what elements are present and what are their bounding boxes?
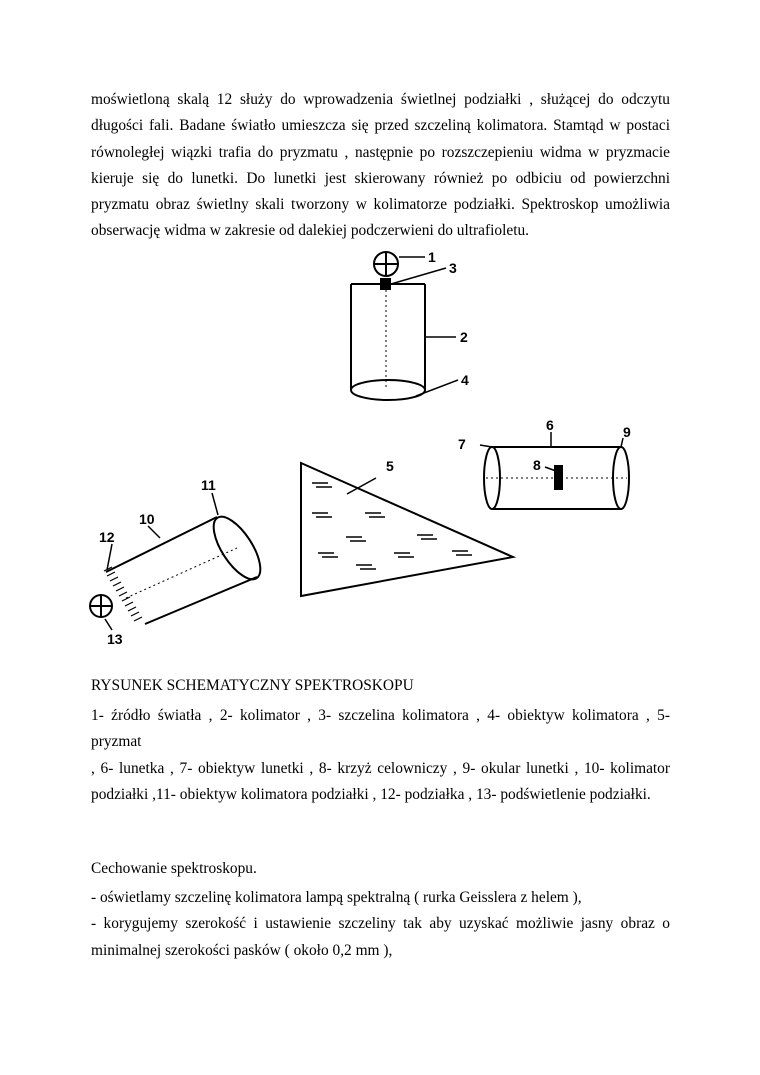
intro-line: kieruje się do lunetki. Do lunetki jest skierowany również po odbiciu od powierzchni [91, 169, 670, 187]
label-6: 6 [546, 417, 554, 433]
label-3: 3 [449, 260, 457, 276]
label-1: 1 [428, 249, 436, 265]
label-4: 4 [461, 372, 469, 388]
label-12: 12 [99, 529, 115, 545]
scale-collimator-body [106, 517, 217, 572]
label-13: 13 [107, 631, 123, 647]
telescope [480, 432, 629, 509]
calibration-steps [91, 885, 670, 964]
intro-line: długości fali. Badane światło umieszcza się przed szczeliną kolimatora. Stamtąd w postaci [91, 117, 670, 135]
figure-legend [91, 703, 670, 808]
figure-caption-title: RYSUNEK SCHEMATYCZNY SPEKTROSKOPU [91, 677, 414, 694]
intro-line: pryzmatu obraz świetlny skali tworzony w kolimatorze podziałki. Spektroskop umożliwia [91, 196, 670, 214]
label-10: 10 [139, 511, 155, 527]
scale-collimator [90, 493, 269, 630]
legend-line: 1- źródło światła , 2- kolimator , 3- szczelina kolimatora , 4- obiektyw kolimatora , 5- pryzmat [91, 707, 670, 751]
label-5: 5 [386, 458, 394, 474]
calibration-line: - korygujemy szerokość i ustawienie szczeliny tak aby uzyskać możliwie jasny obraz o [91, 915, 670, 933]
calibration-heading: Cechowanie spektroskopu. [91, 860, 257, 877]
label-7: 7 [458, 436, 466, 452]
legend-line: , 6- lunetka , 7- obiektyw lunetki , 8- krzyż celowniczy , 9- okular lunetki , 10- kolimator [91, 759, 670, 777]
collimator-objective [351, 380, 425, 400]
prism [301, 463, 513, 596]
label-8: 8 [533, 457, 541, 473]
label-11: 11 [201, 477, 216, 493]
intro-line: obserwację widma w zakresie od dalekiej podczerwieni do ultrafioletu. [91, 222, 530, 240]
collimator [351, 252, 458, 400]
calibration-line: minimalnej szerokości pasków ( około 0,2 mm ), [91, 941, 393, 959]
intro-line: moświetloną skalą 12 służy do wprowadzenia świetlnej podziałki , służącej do odczytu [91, 91, 670, 108]
legend-line: podziałki ,11- obiektyw kolimatora podziałki , 12- podziałka , 13- podświetlenie podziałki. [91, 785, 651, 803]
calibration-line: - oświetlamy szczelinę kolimatora lampą spektralną ( rurka Geisslera z helem ), [91, 889, 582, 906]
crosshair [554, 465, 563, 490]
label-2: 2 [460, 329, 468, 345]
label-9: 9 [623, 424, 631, 440]
intro-line: równoległej wiązki trafia do pryzmatu , następnie po rozszczepieniu widma w pryzmacie [91, 143, 670, 161]
